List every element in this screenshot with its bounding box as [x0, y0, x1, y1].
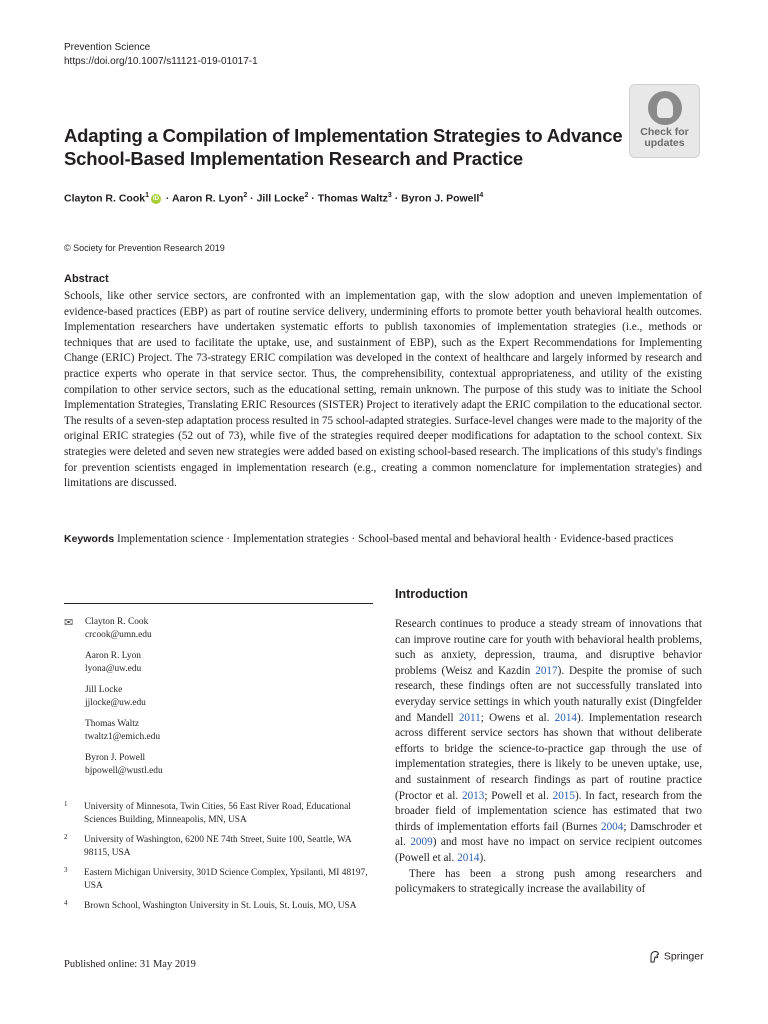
affiliation-number: 4: [64, 899, 68, 907]
citation-link[interactable]: 2013: [461, 789, 485, 802]
contact-entry: [64, 616, 374, 642]
contact-list: [64, 616, 374, 786]
author-list: [64, 192, 483, 205]
publisher-name: Springer: [663, 950, 704, 963]
citation-link[interactable]: 2014: [457, 851, 480, 864]
affiliation-entry: [64, 834, 374, 860]
journal-name: Prevention Science: [64, 42, 151, 53]
author-name[interactable]: Jill Locke: [256, 192, 305, 205]
affiliation-number: 2: [64, 833, 68, 841]
introduction-text-run: ; Damschroder et al.: [395, 820, 702, 849]
contact-email[interactable]: lyona@uw.edu: [85, 664, 142, 674]
keywords-heading: Keywords: [64, 533, 115, 545]
orcid-icon[interactable]: iD: [153, 195, 159, 202]
article-title: Adapting a Compilation of Implementation Strategies to Advance School-Based Implementation Research and Practice: [64, 125, 623, 169]
affiliation-text: University of Minnesota, Twin Cities, 56 East River Road, Educational Sciences Building, Minneapolis, MN, USA: [84, 802, 351, 825]
author-name[interactable]: Aaron R. Lyon: [171, 192, 244, 205]
introduction-paragraph-1: [395, 617, 702, 867]
author-separator: ·: [163, 192, 172, 205]
author-affil-sup: 2: [304, 192, 309, 199]
envelope-icon: ✉: [64, 617, 74, 629]
contact-name: Byron J. Powell: [85, 753, 146, 763]
affiliation-entry: [64, 801, 374, 827]
contact-name: Jill Locke: [85, 685, 123, 695]
contact-entry: [85, 650, 374, 676]
check-for-updates-badge[interactable]: [629, 84, 700, 158]
affiliation-list: [64, 801, 374, 920]
contact-entry: [85, 718, 374, 744]
footnote-divider: [64, 603, 373, 604]
contact-name: Clayton R. Cook: [85, 617, 149, 627]
affiliation-text: Brown School, Washington University in St. Louis, St. Louis, MO, USA: [84, 901, 357, 911]
author-separator: ·: [391, 192, 402, 205]
badge-line-1: Check for: [640, 126, 689, 138]
introduction-text-run: ). In fact, research from the broader field of implementation science has estimated that two thirds of implementation efforts fail (Burnes: [395, 789, 702, 833]
affiliation-entry: [64, 900, 374, 913]
springer-horse-icon: [648, 950, 661, 963]
introduction-paragraph-2: There has been a strong push among researchers and policymakers to strategically increase the availability of: [395, 867, 702, 896]
citation-link[interactable]: 2004: [600, 820, 624, 833]
contact-email[interactable]: twaltz1@emich.edu: [85, 732, 161, 742]
affiliation-number: 1: [64, 800, 68, 808]
citation-link[interactable]: 2011: [458, 711, 481, 724]
introduction-text-run: ). Implementation research across different service sectors has shown that without deliberate efforts to bridge the science-to-practice gap through the use of implementation strategies, there is likely to be uneven uptake, use, and sustainment of research findings as part of routine practice (Proctor et al.: [395, 711, 703, 802]
published-date: Published online: 31 May 2019: [64, 959, 196, 970]
keywords-text: Implementation science · Implementation strategies · School-based mental and behavioral health · Evidence-based practices: [116, 533, 674, 545]
affiliation-text: Eastern Michigan University, 301D Science Complex, Ypsilanti, MI 48197, USA: [84, 868, 368, 891]
author-name[interactable]: Byron J. Powell: [401, 192, 480, 205]
contact-email[interactable]: jjlocke@uw.edu: [85, 698, 146, 708]
introduction-text-run: Research continues to produce a steady stream of innovations that can improve routine care for youth with behavioral health problems, such as anxiety, depression, trauma, and disruptive behavior problems (Weisz and Kazdin: [395, 618, 702, 677]
author-name[interactable]: Thomas Waltz: [317, 192, 388, 205]
introduction-heading: Introduction: [395, 587, 468, 601]
crossmark-icon: [648, 91, 682, 125]
copyright-line: © Society for Prevention Research 2019: [64, 243, 225, 253]
citation-link[interactable]: 2017: [535, 664, 558, 677]
contact-entry: [85, 752, 374, 778]
introduction-text-run: ).: [479, 851, 487, 864]
affiliation-number: 3: [64, 866, 68, 874]
author-separator: ·: [308, 192, 318, 205]
citation-link[interactable]: 2015: [552, 789, 575, 802]
contact-email[interactable]: crcook@umn.edu: [85, 630, 152, 640]
affiliation-text: University of Washington, 6200 NE 74th Street, Suite 100, Seattle, WA 98115, USA: [84, 835, 352, 858]
author-separator: ·: [247, 192, 257, 205]
affiliation-entry: [64, 867, 374, 893]
contact-email[interactable]: bjpowell@wustl.edu: [85, 766, 163, 776]
introduction-body: [395, 617, 702, 898]
author-affil-sup: 2: [243, 192, 248, 199]
author-affil-sup: 1: [145, 192, 149, 199]
introduction-text-run: ). Despite the promise of such research, these findings often are not successfully translated into everyday service settings in which youth naturally exist (Dingfelder and Mandell: [395, 664, 702, 724]
abstract-heading: Abstract: [64, 273, 109, 285]
contact-name: Aaron R. Lyon: [85, 651, 141, 661]
introduction-text-run: ; Powell et al.: [484, 789, 553, 802]
author-affil-sup: 4: [479, 192, 484, 199]
badge-line-2: updates: [644, 137, 685, 149]
running-header: [64, 41, 258, 69]
contact-name: Thomas Waltz: [85, 719, 140, 729]
introduction-text-run: ) and most have no impact on service recipient outcomes (Powell et al.: [395, 836, 703, 864]
citation-link[interactable]: 2014: [554, 711, 578, 724]
introduction-text-run: ; Owens et al.: [480, 711, 555, 724]
citation-link[interactable]: 2009: [410, 836, 433, 849]
doi-link[interactable]: https://doi.org/10.1007/s11121-019-01017-1: [64, 56, 258, 67]
keywords-block: [64, 532, 702, 548]
abstract-text: Schools, like other service sectors, are confronted with an implementation gap, with the slow adoption and uneven implementation of evidence-based practices (EBP) as part of routine service delivery, undermining efforts to promote better youth behavioral health outcomes. Implementation researchers have undertaken systematic efforts to publish taxonomies of implementation strategies (i.e., methods or techniques that are used to facilitate the uptake, use, and sustainment of EBP), such as the Expert Recommendations for Implementing Change (ERIC) Project. The 73-strategy ERIC compilation was developed in the context of healthcare and largely informed by research and practice experts who operate in that service sector. Thus, the comprehensibility, contextual appropriateness, and utility of the existing compilation to other service sectors, such as the educational setting, remain unknown. The purpose of this study was to initiate the School Implementation Strategies, Translating ERIC Resources (SISTER) Project to iteratively adapt the ERIC compilation to the educational sector. The results of a seven-step adaptation process resulted in 75 school-adapted strategies. Surface-level changes were made to the majority of the original ERIC strategies (52 out of 73), while five of the strategies required deeper modifications for adaptation to the school context. Six strategies were deleted and seven new strategies were added based on existing school-based research. The implications of this study's findings for prevention scientists engaged in implementation research (e.g., creating a common nomenclature for implementation strategies) and limitations are discussed.: [64, 290, 702, 490]
publisher-logo: [648, 950, 704, 963]
author-affil-sup: 3: [387, 192, 392, 199]
author-name[interactable]: Clayton R. Cook: [64, 192, 146, 205]
contact-entry: [85, 684, 374, 710]
